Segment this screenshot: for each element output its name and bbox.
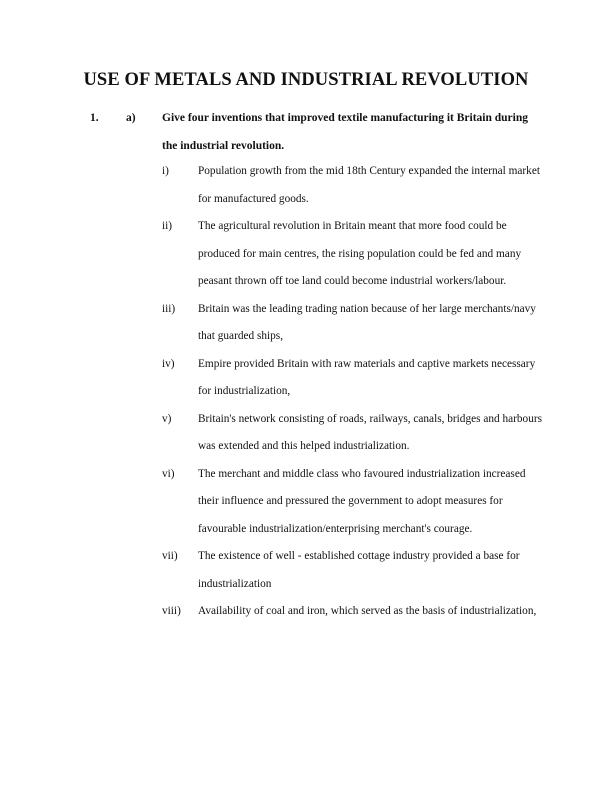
- answer-item: [162, 158, 542, 213]
- answer-number: i): [162, 165, 169, 177]
- answer-text: Britain was the leading trading nation because of her large merchants/navy that guarded ships,: [198, 302, 536, 342]
- answer-item: [162, 213, 542, 296]
- question-number: 1.: [90, 112, 99, 124]
- answer-text: Britain's network consisting of roads, railways, canals, bridges and harbours was extended and this helped industrialization.: [198, 412, 543, 452]
- answer-number: vii): [162, 550, 178, 562]
- answer-text: Availability of coal and iron, which served as the basis of industrialization,: [198, 605, 537, 617]
- answer-list: [162, 158, 542, 626]
- answer-text: The existence of well - established cottage industry provided a base for industrialization: [198, 550, 520, 590]
- answer-text: The agricultural revolution in Britain meant that more food could be produced for main centres, the rising population could be fed and many peasant thrown off toe land could become industrial workers/labour.: [198, 220, 522, 287]
- page-title: USE OF METALS AND INDUSTRIAL REVOLUTION: [83, 70, 529, 90]
- answer-item: [162, 543, 542, 598]
- answer-number: iv): [162, 357, 175, 370]
- answer-number: v): [162, 412, 172, 425]
- answer-text: The merchant and middle class who favoured industrialization increased their influence and pressured the government to adopt measures for favourable industrialization/enterprising merchant's courage.: [198, 467, 526, 535]
- answer-text: Empire provided Britain with raw materials and captive markets necessary for industrialization,: [198, 357, 536, 397]
- answer-item: [162, 461, 542, 544]
- answer-number: vi): [162, 467, 175, 480]
- answer-item: [162, 406, 542, 461]
- answer-item: [162, 351, 542, 406]
- question-sub-label: a): [126, 112, 136, 124]
- answer-number: iii): [162, 302, 176, 315]
- answer-item: [162, 296, 542, 351]
- answer-item: [162, 598, 542, 626]
- answer-number: ii): [162, 220, 173, 232]
- answer-number: viii): [162, 605, 181, 617]
- question-text: Give four inventions that improved textile manufacturing it Britain during the industrial revolution.: [162, 112, 528, 152]
- answer-text: Population growth from the mid 18th Century expanded the internal market for manufactured goods.: [198, 165, 540, 205]
